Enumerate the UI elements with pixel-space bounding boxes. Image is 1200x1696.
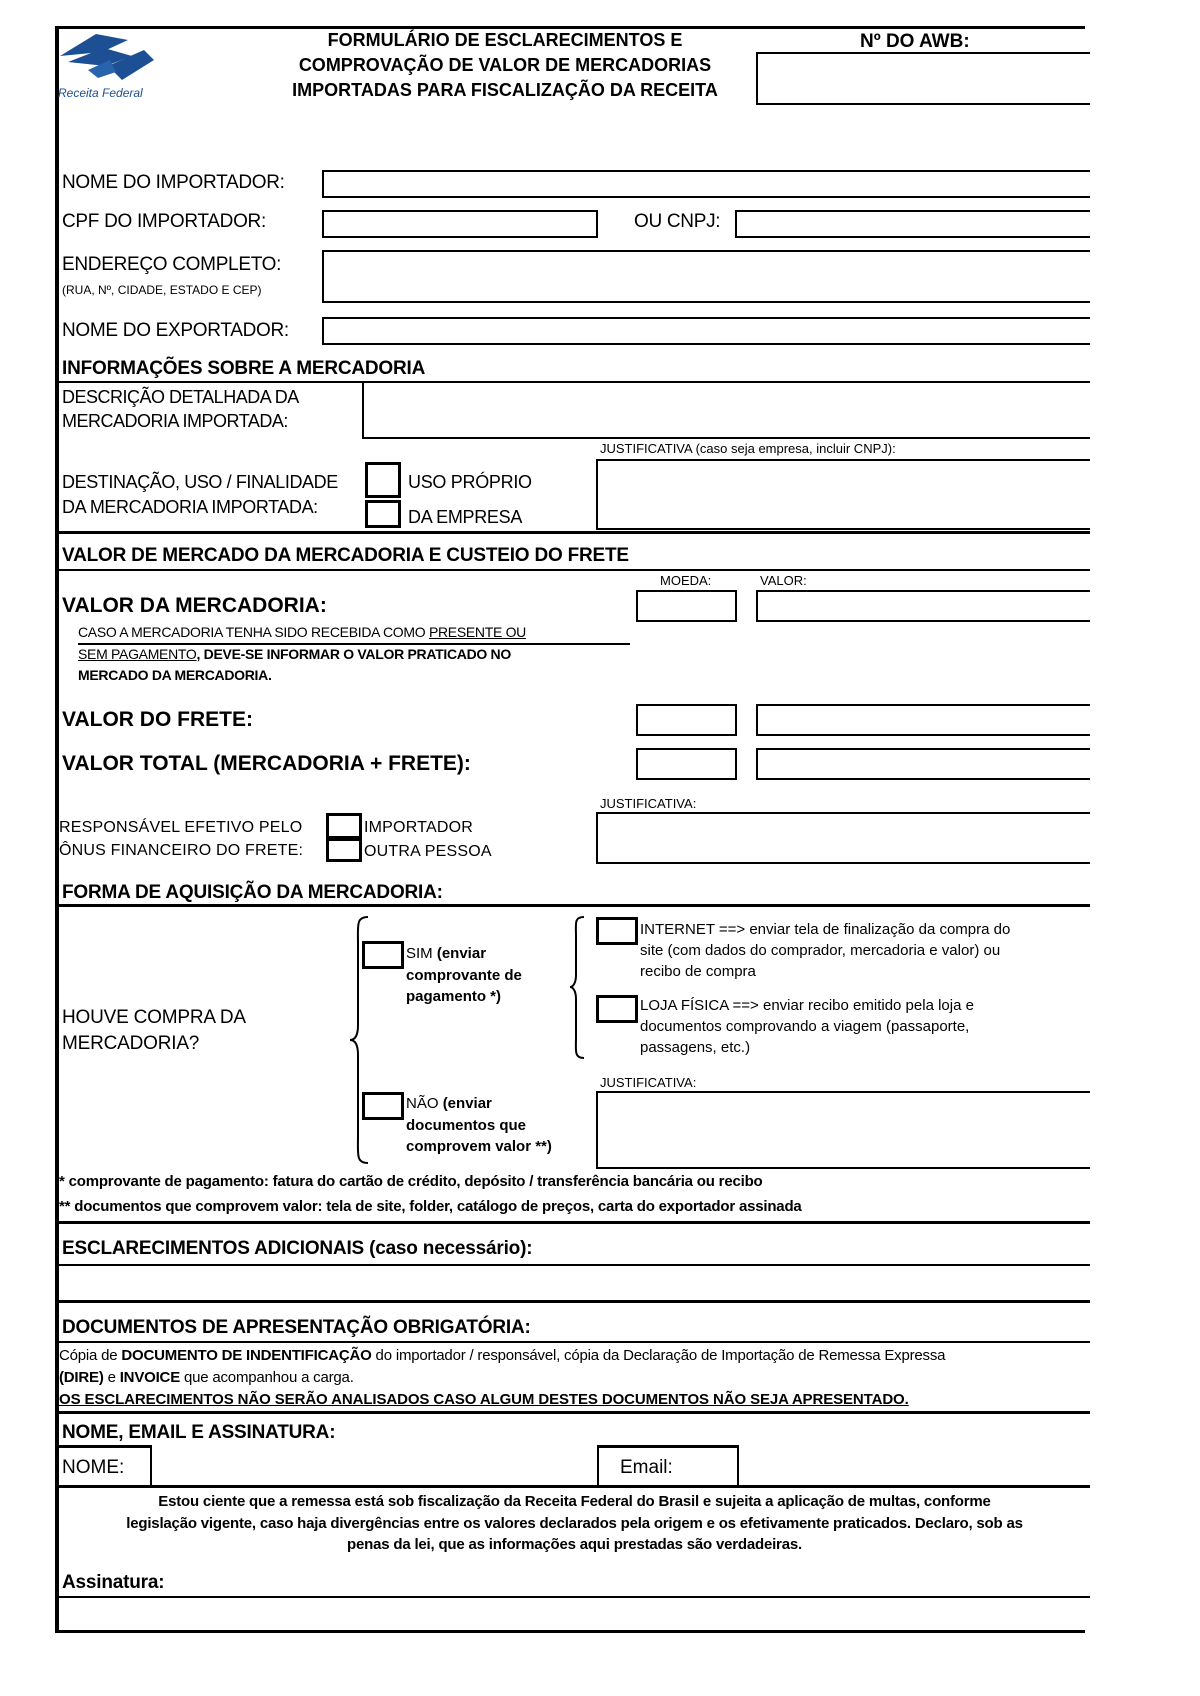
goods-description-label-1: DESCRIÇÃO DETALHADA DA bbox=[62, 387, 299, 407]
company-checkbox[interactable] bbox=[365, 500, 401, 528]
value-section-top-rule bbox=[59, 531, 1090, 534]
purchase-yes-line-2: comprovante de bbox=[406, 967, 522, 984]
documents-line-1 bbox=[59, 1347, 945, 1364]
signer-name-input[interactable] bbox=[150, 1445, 599, 1485]
importer-cpf-input[interactable] bbox=[322, 210, 598, 238]
purchase-no-label: NÃO bbox=[406, 1095, 443, 1112]
gift-note-line-3: MERCADO DA MERCADORIA. bbox=[78, 667, 272, 683]
internet-option-line-3: recibo de compra bbox=[640, 963, 756, 980]
purchase-no-hint: (enviar bbox=[442, 1095, 492, 1112]
awb-label: Nº DO AWB: bbox=[860, 31, 970, 52]
goods-value-label: VALOR DA MERCADORIA: bbox=[62, 594, 327, 617]
signature-top-rule bbox=[59, 1411, 1090, 1414]
store-option-line-2: documentos comprovando a viagem (passaporte, bbox=[640, 1018, 970, 1035]
freight-responsible-label-2: ÔNUS FINANCEIRO DO FRETE: bbox=[59, 842, 304, 859]
purchase-no-checkbox[interactable] bbox=[362, 1092, 404, 1120]
documents-id-document: DOCUMENTO DE INDENTIFICAÇÃO bbox=[121, 1347, 372, 1364]
additional-section-title: ESCLARECIMENTOS ADICIONAIS (caso necessário): bbox=[62, 1238, 533, 1259]
purchase-yes-line-3: pagamento *) bbox=[406, 988, 502, 1005]
documents-line-2-rest: que acompanhou a carga. bbox=[180, 1369, 354, 1386]
purchase-question-line-2: MERCADORIA? bbox=[62, 1033, 200, 1054]
documents-dire: (DIRE) bbox=[59, 1369, 104, 1386]
purchase-no-line-1 bbox=[406, 1095, 492, 1112]
documents-invoice: INVOICE bbox=[119, 1369, 180, 1386]
purchase-yes-checkbox[interactable] bbox=[362, 941, 404, 969]
purchase-question-line-1: HOUVE COMPRA DA bbox=[62, 1007, 246, 1028]
address-hint: (RUA, Nº, CIDADE, ESTADO E CEP) bbox=[62, 283, 262, 297]
goods-value-input[interactable] bbox=[756, 590, 1090, 622]
total-currency-input[interactable] bbox=[636, 748, 737, 780]
gift-note-underlined-1: PRESENTE OU bbox=[428, 624, 526, 640]
awb-input[interactable] bbox=[756, 52, 1090, 105]
documents-line-1-rest: do importador / responsável, cópia da Declaração de Importação de Remessa Expressa bbox=[371, 1347, 946, 1364]
form-bottom-border bbox=[55, 1630, 1085, 1633]
yes-options-brace bbox=[568, 915, 586, 1060]
importer-name-input[interactable] bbox=[322, 170, 1090, 198]
form-title-line-3: IMPORTADAS PARA FISCALIZAÇÃO DA RECEITA bbox=[292, 80, 718, 100]
importer-cnpj-input[interactable] bbox=[735, 210, 1090, 238]
value-section-title: VALOR DE MERCADO DA MERCADORIA E CUSTEIO DO FRETE bbox=[62, 545, 629, 566]
company-option-label: DA EMPRESA bbox=[408, 507, 523, 527]
freight-justification-input[interactable] bbox=[596, 812, 1090, 864]
gift-note-prefix: CASO A MERCADORIA TENHA SIDO RECEBIDA COMO bbox=[78, 624, 429, 640]
signature-section-title: NOME, EMAIL E ASSINATURA: bbox=[62, 1422, 336, 1443]
form-title-line-2: COMPROVAÇÃO DE VALOR DE MERCADORIAS bbox=[298, 55, 712, 75]
purchase-yes-line-1 bbox=[406, 945, 486, 962]
exporter-name-label: NOME DO EXPORTADOR: bbox=[62, 320, 289, 341]
signature-label: Assinatura: bbox=[62, 1572, 165, 1593]
goods-section-title: INFORMAÇÕES SOBRE A MERCADORIA bbox=[62, 358, 426, 379]
freight-responsible-label-1: RESPONSÁVEL EFETIVO PELO bbox=[59, 819, 303, 836]
own-use-checkbox[interactable] bbox=[365, 462, 401, 498]
importer-payer-checkbox[interactable] bbox=[326, 813, 362, 839]
purchase-justification-label: JUSTIFICATIVA: bbox=[600, 1075, 697, 1090]
freight-value-label: VALOR DO FRETE: bbox=[62, 708, 253, 731]
additional-top-rule bbox=[59, 1221, 1090, 1224]
declaration-line-2: legislação vigente, caso haja divergências entre os valores declarados pela origem e os efetivamente praticados. Declaro, sob as bbox=[126, 1515, 1023, 1532]
purchase-yes-hint: (enviar bbox=[436, 945, 487, 962]
total-value-input[interactable] bbox=[756, 748, 1090, 780]
additional-notes-input[interactable] bbox=[59, 1266, 1090, 1300]
goods-description-label-2: MERCADORIA IMPORTADA: bbox=[62, 411, 288, 431]
internet-option-line-2: site (com dados do comprador, mercadoria e valor) ou bbox=[640, 942, 1001, 959]
gift-note-underlined-2: SEM PAGAMENTO bbox=[78, 646, 197, 662]
signer-email-input[interactable] bbox=[737, 1445, 1090, 1485]
address-input[interactable] bbox=[322, 250, 1090, 303]
importer-cnpj-label: OU CNPJ: bbox=[634, 211, 721, 232]
signature-name-bottom-rule bbox=[59, 1485, 1090, 1488]
gift-note-rule bbox=[78, 643, 630, 645]
purchase-yes-label: SIM bbox=[406, 945, 437, 962]
form-top-border bbox=[55, 26, 1085, 29]
store-option-line-1: LOJA FÍSICA ==> enviar recibo emitido pela loja e bbox=[640, 997, 974, 1014]
documents-warning: OS ESCLARECIMENTOS NÃO SERÃO ANALISADOS CASO ALGUM DESTES DOCUMENTOS NÃO SEJA APRESENTADO. bbox=[59, 1391, 909, 1408]
documents-line-2 bbox=[59, 1369, 354, 1386]
freight-justification-label: JUSTIFICATIVA: bbox=[600, 796, 697, 811]
internet-purchase-checkbox[interactable] bbox=[596, 917, 638, 945]
documents-copy-of: Cópia de bbox=[59, 1347, 122, 1364]
value-label: VALOR: bbox=[760, 573, 807, 588]
purchase-no-line-3: comprovem valor **) bbox=[406, 1138, 552, 1155]
total-value-label: VALOR TOTAL (MERCADORIA + FRETE): bbox=[62, 752, 471, 775]
footnote-value-proof: ** documentos que comprovem valor: tela de site, folder, catálogo de preços, carta do exportador assinada bbox=[59, 1198, 802, 1215]
purchase-justification-input[interactable] bbox=[596, 1091, 1090, 1169]
other-payer-label: OUTRA PESSOA bbox=[364, 843, 492, 860]
purpose-justification-label: JUSTIFICATIVA (caso seja empresa, incluir CNPJ): bbox=[600, 441, 896, 456]
destination-label-1: DESTINAÇÃO, USO / FINALIDADE bbox=[62, 472, 338, 492]
signer-name-label: NOME: bbox=[62, 1457, 125, 1478]
internet-option-line-1: INTERNET ==> enviar tela de finalização da compra do bbox=[640, 921, 1011, 938]
logo-text: Receita Federal bbox=[58, 86, 143, 100]
purpose-justification-input[interactable] bbox=[596, 459, 1090, 530]
documents-section-title: DOCUMENTOS DE APRESENTAÇÃO OBRIGATÓRIA: bbox=[62, 1317, 531, 1338]
importer-name-label: NOME DO IMPORTADOR: bbox=[62, 172, 285, 193]
freight-value-input[interactable] bbox=[756, 704, 1090, 736]
declaration-line-1: Estou ciente que a remessa está sob fiscalização da Receita Federal do Brasil e sujeita a aplicação de multas, conforme bbox=[158, 1493, 991, 1510]
importer-payer-label: IMPORTADOR bbox=[364, 819, 473, 836]
physical-store-checkbox[interactable] bbox=[596, 995, 638, 1023]
signature-input[interactable] bbox=[59, 1598, 1090, 1630]
documents-and: e bbox=[103, 1369, 120, 1386]
freight-currency-input[interactable] bbox=[636, 704, 737, 736]
value-section-rule bbox=[59, 569, 1090, 571]
destination-label-2: DA MERCADORIA IMPORTADA: bbox=[62, 497, 318, 517]
store-option-line-3: passagens, etc.) bbox=[640, 1039, 751, 1056]
declaration-line-3: penas da lei, que as informações aqui prestadas são verdadeiras. bbox=[347, 1536, 802, 1553]
currency-label: MOEDA: bbox=[660, 573, 712, 588]
goods-currency-input[interactable] bbox=[636, 590, 737, 622]
importer-cpf-label: CPF DO IMPORTADOR: bbox=[62, 211, 266, 232]
signer-email-label: Email: bbox=[620, 1457, 673, 1478]
additional-bottom-rule bbox=[59, 1300, 1090, 1303]
form-title-line-1: FORMULÁRIO DE ESCLARECIMENTOS E bbox=[327, 30, 683, 50]
acquisition-section-title: FORMA DE AQUISIÇÃO DA MERCADORIA: bbox=[62, 882, 443, 903]
goods-description-input[interactable] bbox=[362, 381, 1090, 439]
gift-note-line-2 bbox=[78, 646, 511, 662]
documents-section-rule bbox=[59, 1341, 1090, 1343]
purchase-no-line-2: documentos que bbox=[406, 1117, 527, 1134]
exporter-name-input[interactable] bbox=[322, 317, 1090, 345]
other-payer-checkbox[interactable] bbox=[326, 838, 362, 862]
address-label: ENDEREÇO COMPLETO: bbox=[62, 254, 282, 275]
own-use-option-label: USO PRÓPRIO bbox=[408, 472, 532, 492]
gift-note-line-1 bbox=[78, 624, 526, 640]
acquisition-section-rule bbox=[59, 904, 1090, 907]
gift-note-rest: , DEVE-SE INFORMAR O VALOR PRATICADO NO bbox=[196, 646, 511, 662]
footnote-payment-proof: * comprovante de pagamento: fatura do cartão de crédito, depósito / transferência bancária ou recibo bbox=[59, 1173, 763, 1190]
